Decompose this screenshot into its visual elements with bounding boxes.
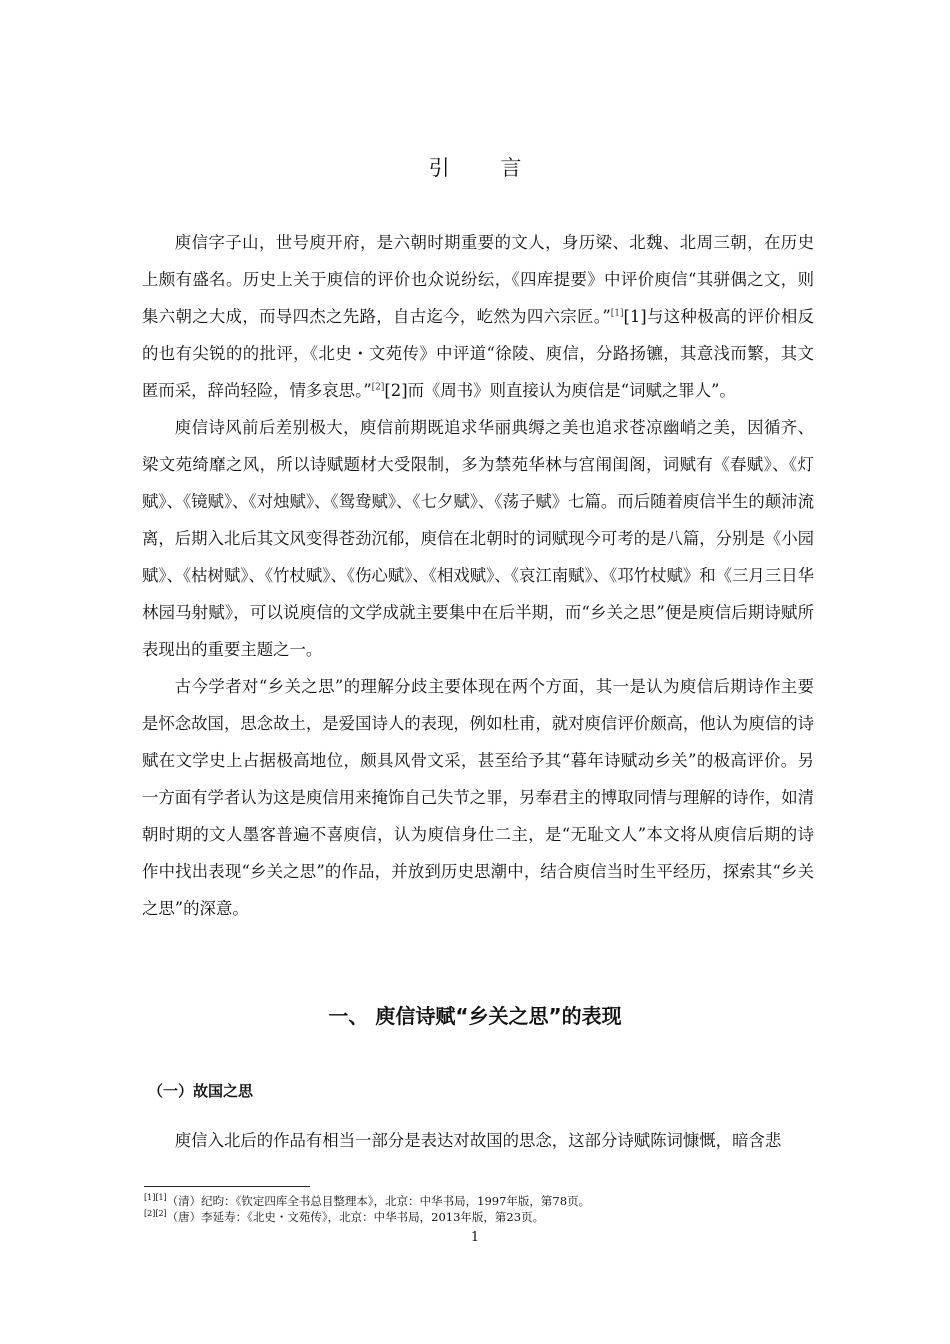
intro-p1-text-c: [2]而《周书》则直接认为庾信是“词赋之罪人”。 [384, 381, 736, 400]
intro-paragraph-1 [142, 224, 814, 409]
footnotes [144, 1193, 844, 1225]
footnote-divider [144, 1186, 310, 1187]
footnote-2 [144, 1209, 844, 1225]
subsection-heading: （一）故国之思 [148, 1082, 254, 1100]
footnote-ref-2[interactable]: [2] [371, 382, 385, 393]
footnote-1-text: （清）纪昀：《钦定四库全书总目整理本》，北京：中华书局，1997年版，第78页。 [166, 1194, 591, 1208]
footnote-1-mark: [1][1] [144, 1193, 167, 1203]
page-title: 引 言 [428, 156, 544, 180]
footnote-2-mark: [2][2] [144, 1209, 167, 1219]
footnote-ref-1[interactable]: [1] [610, 308, 624, 319]
intro-p1-text-a: 庾信字子山，世号庾开府，是六朝时期重要的文人，身历梁、北魏、北周三朝，在历史上颇有盛名。历史上关于庾信的评价也众说纷纭，《四库提要》中评价庾信“其骈偶之文，则集六朝之大成，而导四杰之先路，自古迄今，屹然为四六宗匠。” [142, 233, 814, 326]
footnote-1 [144, 1193, 844, 1209]
intro-p1-text-b: [1]与这种极高的评价相反的也有尖锐的的批评，《北史・文苑传》中评道“徐陵、庾信，分路扬镳，其意浅而繁，其文匿而采，辞尚轻险，情多哀思。” [142, 307, 814, 400]
section-heading: 一、 庾信诗赋“乡关之思”的表现 [328, 1004, 622, 1028]
footnote-2-text: （唐）李延寿：《北史・文苑传》，北京：中华书局，2013年版，第23页。 [166, 1210, 545, 1224]
page-number: 1 [470, 1230, 480, 1245]
intro-paragraph-3: 古今学者对“乡关之思”的理解分歧主要体现在两个方面，其一是认为庾信后期诗作主要是怀念故国，思念故土，是爱国诗人的表现，例如杜甫，就对庾信评价颇高，他认为庾信的诗赋在文学史上占据极高地位，颇具风骨文采，甚至给予其“暮年诗赋动乡关”的极高评价。另一方面有学者认为这是庾信用来掩饰自己失节之罪，另奉君主的博取同情与理解的诗作，如清朝时期的文人墨客普遍不喜庾信，认为庾信身仕二主，是“无耻文人”本文将从庾信后期的诗作中找出表现“乡关之思”的作品，并放到历史思潮中，结合庾信当时生平经历，探索其“乡关之思”的深意。 [142, 677, 815, 918]
section-paragraph-1: 庾信入北后的作品有相当一部分是表达对故国的思念，这部分诗赋陈词慷慨，暗含悲 [174, 1131, 782, 1150]
intro-paragraph-2: 庾信诗风前后差别极大，庾信前期既追求华丽典缛之美也追求苍凉幽峭之美，因循齐、梁文苑绮靡之风，所以诗赋题材大受限制，多为禁苑华林与宫闱闺阁，词赋有《春赋》、《灯赋》、《镜赋》、《对烛赋》、《鸳鸯赋》、《七夕赋》、《荡子赋》七篇。而后随着庾信半生的颠沛流离，后期入北后其文风变得苍劲沉郁，庾信在北朝时的词赋现今可考的是八篇，分别是《小园赋》、《枯树赋》、《竹杖赋》、《伤心赋》、《相戏赋》、《哀江南赋》、《邛竹杖赋》和《三月三日华林园马射赋》，可以说庾信的文学成就主要集中在后半期，而“乡关之思”便是庾信后期诗赋所表现出的重要主题之一。 [142, 418, 815, 659]
section-body [142, 1122, 814, 1159]
intro-section [142, 224, 814, 927]
